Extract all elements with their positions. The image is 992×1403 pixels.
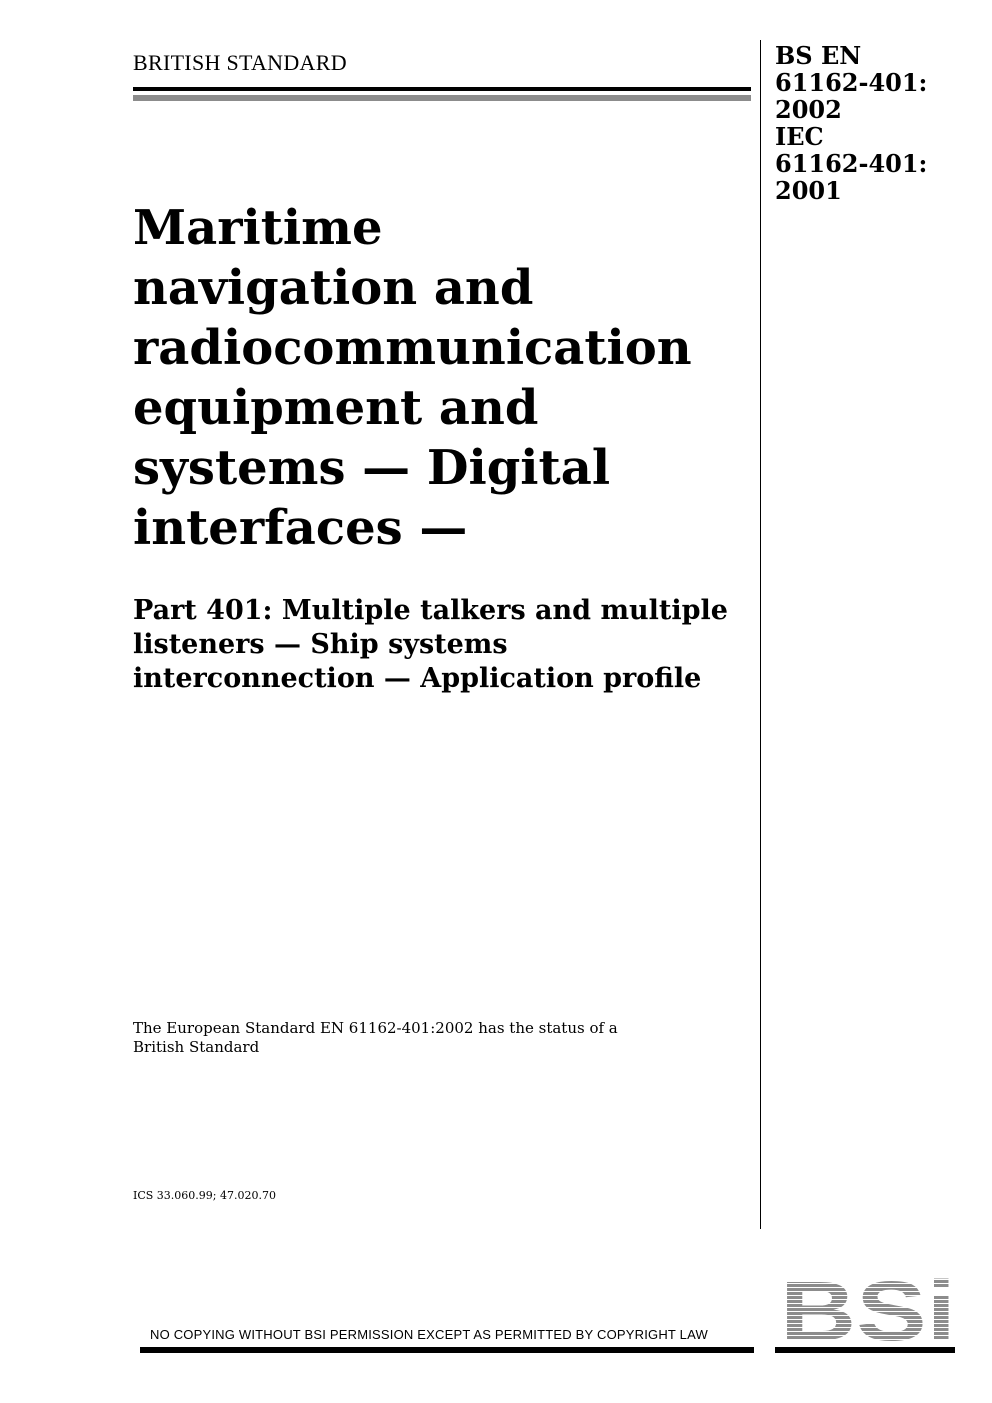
title-line: navigation and	[133, 260, 534, 316]
document-title	[133, 198, 753, 558]
title-line: radiocommunication	[133, 320, 692, 376]
subtitle-line: listeners — Ship systems	[133, 629, 508, 660]
bottom-rule	[140, 1347, 754, 1353]
title-line: systems — Digital	[133, 440, 611, 496]
identifier-line: 2002	[775, 95, 842, 124]
top-rule-dark	[133, 87, 751, 91]
identifier-line: IEC	[775, 122, 824, 151]
vertical-divider	[760, 40, 761, 1229]
identifier-line: 61162-401:	[775, 68, 928, 97]
document-subtitle	[133, 594, 753, 696]
title-line: Maritime	[133, 200, 383, 256]
subtitle-line: Part 401: Multiple talkers and multiple	[133, 595, 728, 626]
bsi-logo	[780, 1276, 956, 1342]
bottom-rule-right	[775, 1347, 955, 1353]
status-note-line: British Standard	[133, 1038, 260, 1056]
subtitle-line: interconnection — Application profile	[133, 663, 702, 694]
top-rule-grey	[133, 95, 751, 101]
status-note-line: The European Standard EN 61162-401:2002 has the status of a	[133, 1019, 618, 1037]
title-line: interfaces —	[133, 500, 468, 556]
bsi-logo-wordmark: BSi	[780, 1276, 956, 1342]
brand-label: BRITISH STANDARD	[133, 50, 347, 75]
standard-identifiers	[775, 41, 928, 205]
ics-code: ICS 33.060.99; 47.020.70	[133, 1189, 276, 1202]
identifier-line: 2001	[775, 176, 842, 205]
identifier-line: 61162-401:	[775, 149, 928, 178]
status-note	[133, 1019, 693, 1057]
copyright-notice: NO COPYING WITHOUT BSI PERMISSION EXCEPT AS PERMITTED BY COPYRIGHT LAW	[150, 1327, 708, 1342]
identifier-line: BS EN	[775, 41, 862, 70]
title-line: equipment and	[133, 380, 539, 436]
